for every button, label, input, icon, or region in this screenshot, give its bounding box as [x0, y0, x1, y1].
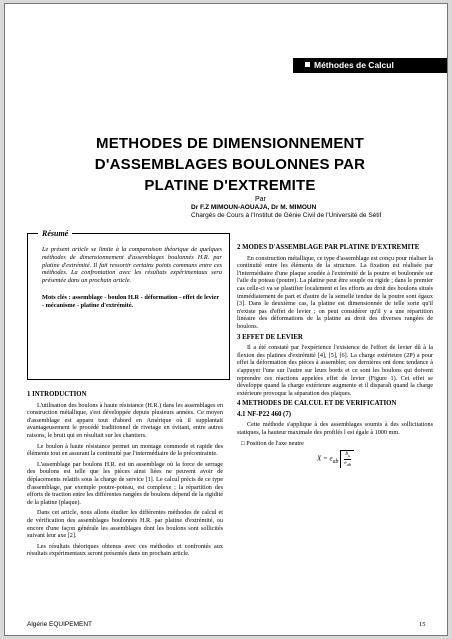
abstract-label: Résumé — [38, 229, 72, 238]
formula-fraction — [344, 451, 351, 468]
right-column — [237, 242, 433, 468]
heading-section-4: 4 METHODES DE CALCUL ET DE VERIFICATION — [237, 400, 397, 408]
paragraph: Les résultats théoriques obtenus avec ces méthodes et confrontés aux résultats expérimentaux seront présentés dans un prochain article. — [27, 542, 223, 558]
page-number: 15 — [419, 621, 426, 628]
formula-label: □ Position de l'axe neutre — [241, 439, 304, 447]
formula-sub: ab — [332, 459, 339, 466]
author-names: Dr F.Z MIMOUN-AOUAJA, Dr M. MIMOUN — [191, 204, 317, 211]
author-affiliation: Chargés de Cours à l'Institut de Génie Civil de l'Université de Sétif — [191, 212, 382, 219]
heading-section-4-1: 4.1 NF-P22 460 (7) — [237, 410, 291, 418]
abstract-box — [27, 229, 230, 380]
heading-section-3: 3 EFFET DE LEVIER — [237, 333, 303, 341]
formula-lhs: X = e — [317, 454, 333, 463]
article-title: METHODES DE DIMENSIONNEMENT D'ASSEMBLAGES BOULONNES PAR PLATINE D'EXTREMITE — [94, 135, 366, 194]
paragraph: L'utilisation des boulons à haute résistance (H.R.) dans les assemblages en construction métallique, s'est développée depuis plusieurs années. Ce moyen d'assemblage est apparu tout d'abord en Amérique où il supplantait avantageusement le procédé traditionnel de rivetage en évitant, entre autres raisons, le bruit qui en résultait sur les chantiers. — [27, 401, 223, 439]
paragraph: Cette méthode s'applique à des assemblages soumis à des sollicitations statiques, la hauteur maximale des profilés l est égale à 1000 mm. — [237, 421, 433, 437]
section-banner-label: Méthodes de Calcul — [314, 60, 394, 70]
formula-denominator-sub: ab — [346, 462, 352, 468]
paragraph: En construction métallique, ce type d'assemblage est conçu pour réaliser la continuité entre les éléments de la structure. La fixation est réalisée par l'intermédiaire d'une plaque soudée à l'extrémité de la poutre et boulonnée sur l'aile du poteau (poutre). La platine peut être souple ou rigide ; dans le premier cas celle-ci va se plastifier localement et les efforts au droit des boulons situés immédiatement de part et d'autre de la semelle tendue de la poutre sont égaux [3]. Dans le deuxième cas, la platine est dimensionnée de telle sorte qu'il n'existe pas d'effet de levier ; on peut considérer qu'il y a une répartition linéaire des déformations de la platine au droit des diverses rangées de boulons. — [237, 254, 433, 330]
heading-section-2: 2 MODES D'ASSEMBLAGE PAR PLATINE D'EXTREMITE — [237, 244, 420, 251]
journal-page — [4, 3, 448, 636]
footer-journal: Algérie EQUIPEMENT — [27, 621, 93, 628]
paragraph: Dans cet article, nous allons étudier les différentes méthodes de calcul et de vérification des assemblages boulonnés H.R. par platine d'extrémité, ou encore d'une façon générale les assemblages dont les boulons sont sollicités suivant leur axe [2]. — [27, 509, 223, 540]
formula-numerator-sub: s — [348, 453, 350, 459]
heading-introduction: 1 INTRODUCTION — [27, 391, 87, 398]
neutral-axis-formula — [317, 450, 433, 468]
byline-par: Par — [255, 196, 266, 203]
paragraph: Le boulon à haute résistance permet un montage commode et rapide des éléments tout en assurant la continuité par l'intermédiaire de la précontrainte. — [27, 442, 223, 458]
formula-sqrt — [340, 450, 354, 468]
byline — [191, 204, 431, 220]
section-banner — [293, 58, 448, 73]
bullet-square-icon — [305, 62, 310, 67]
abstract-text: Le présent article se limite à la comparaison théorique de quelques méthodes de dimensionnement d'assemblages boulonnés H.R. par platine d'extrémité. Il fait ressortir certains points communs entre ces méthodes. La confrontation avec les résultats expérimentaux sera présentée dans un prochain article. — [42, 246, 222, 285]
paragraph: Il a été constaté par l'expérience l'existence de l'effort de levier dû à la flexion des platines d'extrémité [4], [5], [6]. La charge extérieure (2P) a pour effet la déformation des pièces à assembler, ces dernières ont donc tendance à s'appuyer l'une sur l'autre sur leurs bords et ce sont les boulons qui doivent reprendre ces réactions appelées effet de levier (Figure 1). Cet effet se développe quand la charge extérieure augmente et il disparaît quand la charge extérieure provoque la séparation des plaques. — [237, 344, 433, 397]
formula-denominator: e — [344, 460, 347, 467]
keywords: Mots clés : assemblage - boulon H.R - déformation - effet de levier - mécanisme - platine d'extrémité. — [42, 294, 220, 309]
formula-numerator: b — [345, 451, 349, 458]
left-column — [27, 389, 223, 561]
paragraph: L'assemblage par boulons H.R. est un assemblage où la force de serrage des boulons est telle que les pièces ainsi liées ne peuvent avoir de déplacements relatifs sous la charge de service [1]. Le calcul précis de ce type d'assemblage, par exemple poutre-poteau, est complexe ; la répartition des efforts de traction entre les différentes rangées de boulons dépend de la rigidité de la platine (plaque). — [27, 460, 223, 506]
